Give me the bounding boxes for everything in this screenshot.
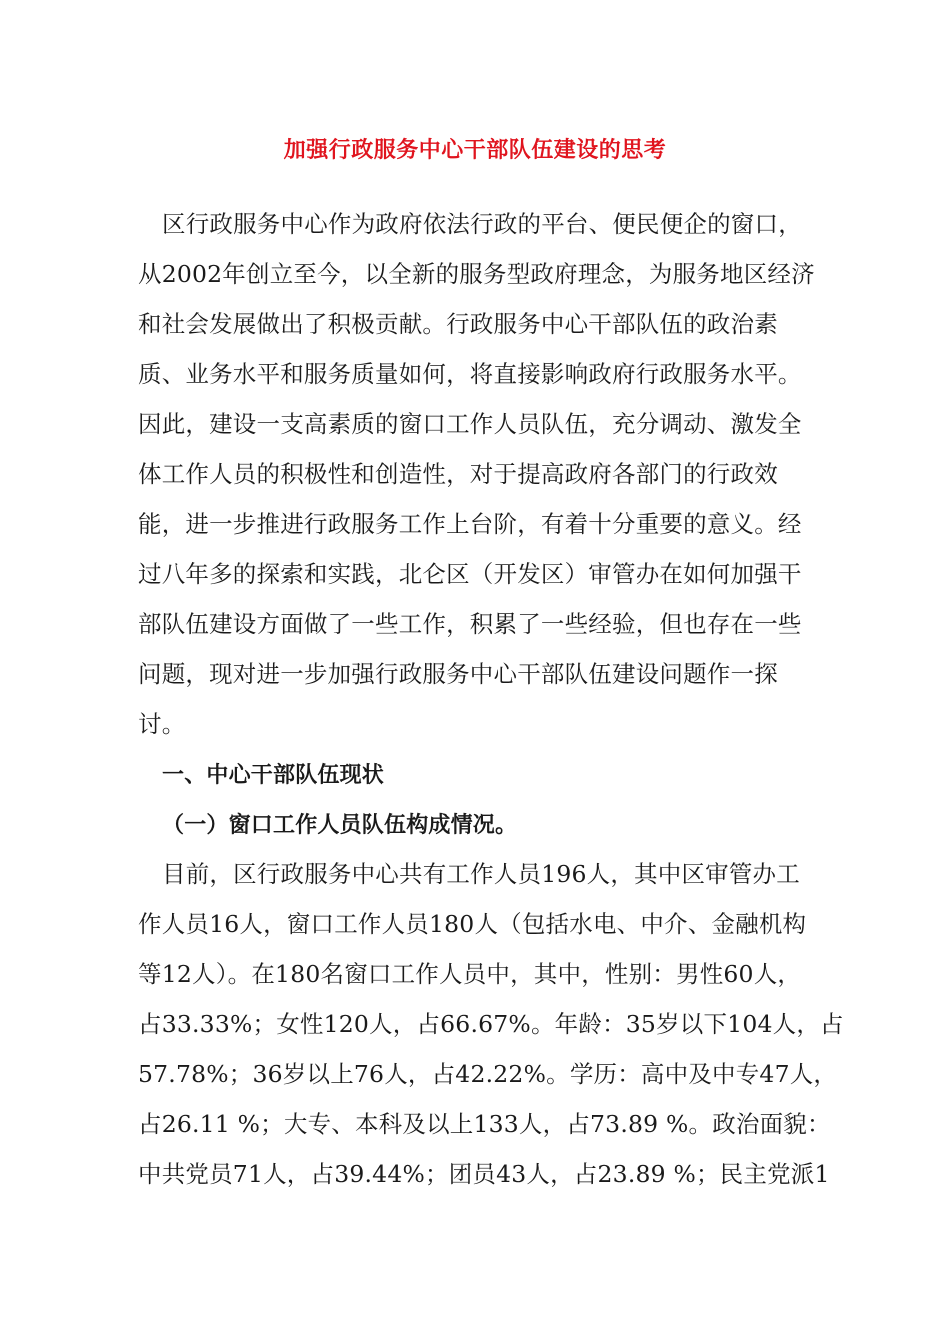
intro-line-8: 过八年多的探索和实践，北仑区（开发区）审管办在如何加强干 xyxy=(138,560,802,588)
intro-line-11: 讨。 xyxy=(138,710,186,738)
body-line-6: 占26.11 %；大专、本科及以上133人，占73.89 %。政治面貌： xyxy=(138,1110,831,1138)
intro-line-9: 部队伍建设方面做了一些工作，积累了一些经验，但也存在一些 xyxy=(138,610,802,638)
subsection-heading: （一）窗口工作人员队伍构成情况。 xyxy=(162,813,518,838)
body-line-3: 等12人）。在180名窗口工作人员中，其中，性别：男性60人， xyxy=(138,960,802,988)
body-line-4: 占33.33%；女性120人，占66.67%。年龄：35岁以下104人，占 xyxy=(138,1010,844,1038)
intro-line-4: 质、业务水平和服务质量如何，将直接影响政府行政服务水平。 xyxy=(138,360,802,388)
body-line-7: 中共党员71人，占39.44%；团员43人，占23.89 %；民主党派1 xyxy=(138,1160,830,1188)
intro-line-3: 和社会发展做出了积极贡献。行政服务中心干部队伍的政治素 xyxy=(138,310,778,338)
intro-line-7: 能，进一步推进行政服务工作上台阶，有着十分重要的意义。经 xyxy=(138,510,802,538)
document-title: 加强行政服务中心干部队伍建设的思考 xyxy=(283,138,667,163)
intro-line-2: 从2002年创立至今，以全新的服务型政府理念，为服务地区经济 xyxy=(138,260,815,288)
body-line-1: 目前，区行政服务中心共有工作人员196人，其中区审管办工 xyxy=(162,860,800,888)
section-heading: 一、中心干部队伍现状 xyxy=(162,763,385,788)
intro-line-5: 因此，建设一支高素质的窗口工作人员队伍，充分调动、激发全 xyxy=(138,410,802,438)
body-line-2: 作人员16人，窗口工作人员180人（包括水电、中介、金融机构 xyxy=(138,910,807,938)
body-line-5: 57.78%；36岁以上76人，占42.22%。学历：高中及中专47人， xyxy=(138,1060,838,1088)
intro-line-1: 区行政服务中心作为政府依法行政的平台、便民便企的窗口， xyxy=(162,210,802,238)
intro-line-6: 体工作人员的积极性和创造性，对于提高政府各部门的行政效 xyxy=(138,460,778,488)
intro-line-10: 问题，现对进一步加强行政服务中心干部队伍建设问题作一探 xyxy=(138,660,778,688)
